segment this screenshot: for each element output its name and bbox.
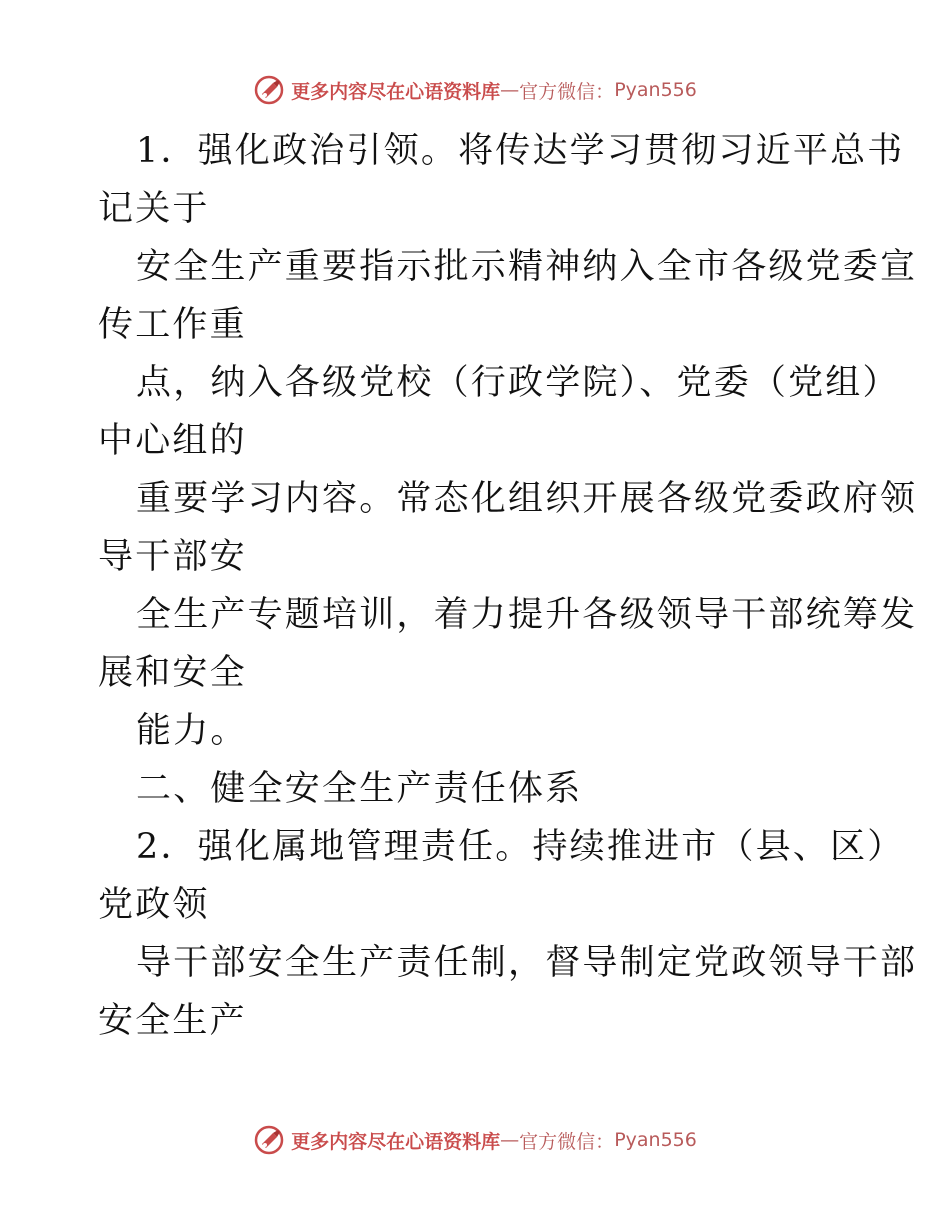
body-line: 1．强化政治引领。将传达学习贯彻习近平总书 [136, 131, 905, 171]
body-line: 全生产专题培训，着力提升各级领导干部统筹发 [136, 595, 918, 635]
body-line: 导干部安全生产责任制，督导制定党政领导干部 [136, 943, 918, 983]
body-line: 导干部安 [98, 537, 247, 577]
body-line: 中心组的 [98, 421, 247, 461]
body-line: 展和安全 [98, 653, 247, 693]
body-line: 党政领 [98, 885, 210, 925]
body-line: 安全生产 [98, 1001, 247, 1041]
footer-watermark-banner [0, 1120, 950, 1160]
footer-wechat-id: Pyan556 [614, 1129, 697, 1151]
document-body [98, 122, 918, 1050]
body-line: 安全生产重要指示批示精神纳入全市各级党委宣 [136, 247, 918, 287]
body-line: 点，纳入各级党校（行政学院）、党委（党组） [136, 363, 900, 403]
body-line: 能力。 [136, 711, 248, 751]
body-line: 重要学习内容。常态化组织开展各级党委政府领 [136, 479, 918, 519]
section-heading: 二、健全安全生产责任体系 [136, 769, 583, 809]
header-separator: — [500, 79, 520, 101]
header-wechat-id: Pyan556 [614, 79, 697, 101]
footer-banner-text [291, 1127, 697, 1154]
footer-wechat-label: 官方微信： [519, 1130, 615, 1153]
header-banner-text [291, 77, 697, 104]
body-line: 2．强化属地管理责任。持续推进市（县、区） [136, 827, 905, 867]
header-wechat-label: 官方微信： [519, 80, 615, 103]
header-watermark-banner [0, 70, 950, 110]
brand-logo-icon [253, 1124, 285, 1156]
brand-logo-icon [253, 74, 285, 106]
header-brand-text: 更多内容尽在心语资料库 [291, 80, 501, 103]
body-line: 记关于 [98, 189, 210, 229]
body-line: 传工作重 [98, 305, 247, 345]
footer-separator: — [500, 1129, 520, 1151]
footer-brand-text: 更多内容尽在心语资料库 [291, 1130, 501, 1153]
